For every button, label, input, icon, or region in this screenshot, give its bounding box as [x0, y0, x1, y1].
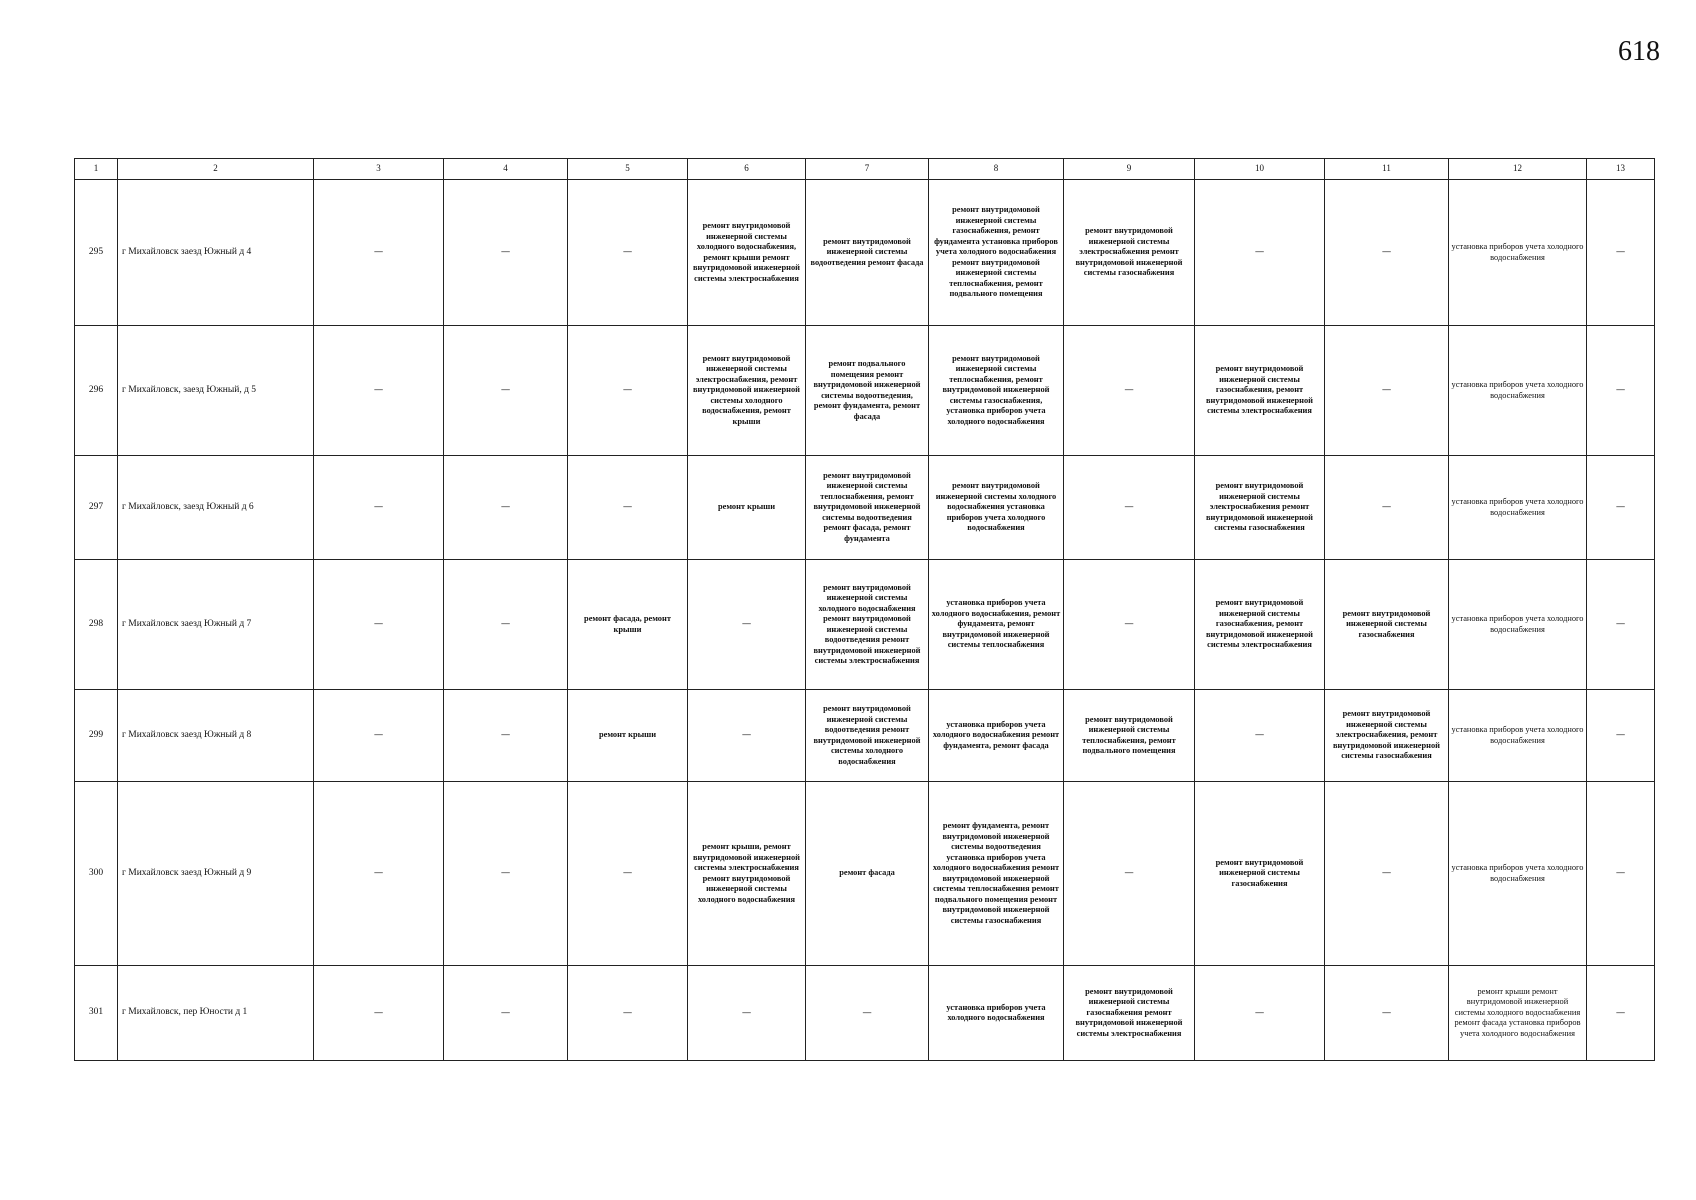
- works-cell-5: —: [568, 966, 688, 1061]
- column-header: 6: [688, 159, 806, 180]
- works-cell-5: ремонт крыши: [568, 690, 688, 782]
- works-cell-8: ремонт внутридомовой инженерной системы холодного водоснабжения установка приборов учета холодного водоснабжения: [929, 456, 1064, 560]
- works-cell-5: ремонт фасада, ремонт крыши: [568, 560, 688, 690]
- works-cell-7: ремонт подвального помещения ремонт внутридомовой инженерной системы водоотведения, ремонт фундамента, ремонт фасада: [806, 326, 929, 456]
- works-cell-4: —: [444, 690, 568, 782]
- address-cell: г Михайловск заезд Южный д 8: [118, 690, 314, 782]
- works-cell-4: —: [444, 180, 568, 326]
- works-cell-7: ремонт внутридомовой инженерной системы теплоснабжения, ремонт внутридомовой инженерной системы водоотведения ремонт фасада, ремонт фундамента: [806, 456, 929, 560]
- works-cell-12: установка приборов учета холодного водоснабжения: [1449, 180, 1587, 326]
- works-cell-6: ремонт внутридомовой инженерной системы холодного водоснабжения, ремонт крыши ремонт внутридомовой инженерной системы электроснабжения: [688, 180, 806, 326]
- works-cell-12: установка приборов учета холодного водоснабжения: [1449, 782, 1587, 966]
- works-cell-13: —: [1587, 782, 1655, 966]
- works-cell-13: —: [1587, 966, 1655, 1061]
- row-number-cell: 299: [75, 690, 118, 782]
- works-cell-6: ремонт крыши, ремонт внутридомовой инженерной системы электроснабжения ремонт внутридомовой инженерной системы холодного водоснабжения: [688, 782, 806, 966]
- works-cell-12: установка приборов учета холодного водоснабжения: [1449, 560, 1587, 690]
- address-cell: г Михайловск заезд Южный д 9: [118, 782, 314, 966]
- row-number-cell: 295: [75, 180, 118, 326]
- column-header: 10: [1195, 159, 1325, 180]
- column-header: 8: [929, 159, 1064, 180]
- works-cell-7: ремонт внутридомовой инженерной системы водоотведения ремонт внутридомовой инженерной системы холодного водоснабжения: [806, 690, 929, 782]
- works-cell-7: ремонт внутридомовой инженерной системы водоотведения ремонт фасада: [806, 180, 929, 326]
- works-cell-5: —: [568, 180, 688, 326]
- works-cell-13: —: [1587, 456, 1655, 560]
- works-cell-10: —: [1195, 180, 1325, 326]
- works-cell-11: ремонт внутридомовой инженерной системы газоснабжения: [1325, 560, 1449, 690]
- works-cell-8: установка приборов учета холодного водоснабжения ремонт фундамента, ремонт фасада: [929, 690, 1064, 782]
- table-row: [75, 782, 1655, 966]
- row-number-cell: 296: [75, 326, 118, 456]
- column-number-row: [75, 159, 1655, 180]
- works-cell-9: —: [1064, 782, 1195, 966]
- column-header: 3: [314, 159, 444, 180]
- table-row: [75, 690, 1655, 782]
- column-header: 7: [806, 159, 929, 180]
- works-cell-4: —: [444, 456, 568, 560]
- table-row: [75, 456, 1655, 560]
- works-cell-12: установка приборов учета холодного водоснабжения: [1449, 690, 1587, 782]
- works-cell-10: —: [1195, 690, 1325, 782]
- column-header: 13: [1587, 159, 1655, 180]
- works-cell-8: ремонт фундамента, ремонт внутридомовой инженерной системы водоотведения установка приборов учета холодного водоснабжения ремонт внутридомовой инженерной системы теплоснабжения ремонт подвального помещения ремонт внутридомовой инженерной системы газоснабжения: [929, 782, 1064, 966]
- works-cell-13: —: [1587, 180, 1655, 326]
- works-cell-8: установка приборов учета холодного водоснабжения: [929, 966, 1064, 1061]
- table-row: [75, 180, 1655, 326]
- works-cell-3: —: [314, 560, 444, 690]
- works-cell-11: —: [1325, 456, 1449, 560]
- table-row: [75, 326, 1655, 456]
- works-cell-3: —: [314, 966, 444, 1061]
- works-cell-3: —: [314, 326, 444, 456]
- column-header: 12: [1449, 159, 1587, 180]
- address-cell: г Михайловск заезд Южный д 4: [118, 180, 314, 326]
- address-cell: г Михайловск заезд Южный д 7: [118, 560, 314, 690]
- works-cell-12: установка приборов учета холодного водоснабжения: [1449, 456, 1587, 560]
- works-cell-9: —: [1064, 456, 1195, 560]
- page-number: 618: [1618, 36, 1660, 67]
- column-header: 9: [1064, 159, 1195, 180]
- works-cell-13: —: [1587, 690, 1655, 782]
- works-cell-10: —: [1195, 966, 1325, 1061]
- works-cell-6: —: [688, 560, 806, 690]
- works-cell-9: ремонт внутридомовой инженерной системы теплоснабжения, ремонт подвального помещения: [1064, 690, 1195, 782]
- row-number-cell: 300: [75, 782, 118, 966]
- column-header: 4: [444, 159, 568, 180]
- works-cell-3: —: [314, 782, 444, 966]
- table-row: [75, 966, 1655, 1061]
- works-cell-3: —: [314, 456, 444, 560]
- works-cell-6: —: [688, 690, 806, 782]
- capital-repair-table: [74, 158, 1655, 1061]
- address-cell: г Михайловск, пер Юности д 1: [118, 966, 314, 1061]
- works-cell-5: —: [568, 782, 688, 966]
- works-cell-5: —: [568, 326, 688, 456]
- works-cell-13: —: [1587, 326, 1655, 456]
- works-cell-10: ремонт внутридомовой инженерной системы газоснабжения, ремонт внутридомовой инженерной системы электроснабжения: [1195, 326, 1325, 456]
- works-cell-7: ремонт внутридомовой инженерной системы холодного водоснабжения ремонт внутридомовой инженерной системы водоотведения ремонт внутридомовой инженерной системы электроснабжения: [806, 560, 929, 690]
- works-cell-11: —: [1325, 180, 1449, 326]
- works-cell-13: —: [1587, 560, 1655, 690]
- row-number-cell: 301: [75, 966, 118, 1061]
- works-cell-12: ремонт крыши ремонт внутридомовой инженерной системы холодного водоснабжения ремонт фасада установка приборов учета холодного водоснабжения: [1449, 966, 1587, 1061]
- works-cell-9: —: [1064, 560, 1195, 690]
- works-cell-8: ремонт внутридомовой инженерной системы теплоснабжения, ремонт внутридомовой инженерной системы газоснабжения, установка приборов учета холодного водоснабжения: [929, 326, 1064, 456]
- works-cell-10: ремонт внутридомовой инженерной системы газоснабжения, ремонт внутридомовой инженерной системы электроснабжения: [1195, 560, 1325, 690]
- row-number-cell: 297: [75, 456, 118, 560]
- table-row: [75, 560, 1655, 690]
- address-cell: г Михайловск, заезд Южный д 6: [118, 456, 314, 560]
- works-cell-11: —: [1325, 966, 1449, 1061]
- works-cell-9: —: [1064, 326, 1195, 456]
- works-cell-6: ремонт крыши: [688, 456, 806, 560]
- works-cell-11: —: [1325, 782, 1449, 966]
- works-cell-11: —: [1325, 326, 1449, 456]
- works-cell-4: —: [444, 782, 568, 966]
- works-cell-4: —: [444, 560, 568, 690]
- column-header: 5: [568, 159, 688, 180]
- works-cell-6: ремонт внутридомовой инженерной системы электроснабжения, ремонт внутридомовой инженерной системы холодного водоснабжения, ремонт крыши: [688, 326, 806, 456]
- column-header: 2: [118, 159, 314, 180]
- works-cell-11: ремонт внутридомовой инженерной системы электроснабжения, ремонт внутридомовой инженерной системы газоснабжения: [1325, 690, 1449, 782]
- works-cell-6: —: [688, 966, 806, 1061]
- works-cell-7: ремонт фасада: [806, 782, 929, 966]
- row-number-cell: 298: [75, 560, 118, 690]
- works-cell-9: ремонт внутридомовой инженерной системы электроснабжения ремонт внутридомовой инженерной системы газоснабжения: [1064, 180, 1195, 326]
- works-cell-3: —: [314, 180, 444, 326]
- works-cell-4: —: [444, 966, 568, 1061]
- works-cell-10: ремонт внутридомовой инженерной системы электроснабжения ремонт внутридомовой инженерной системы газоснабжения: [1195, 456, 1325, 560]
- address-cell: г Михайловск, заезд Южный, д 5: [118, 326, 314, 456]
- column-header: 11: [1325, 159, 1449, 180]
- works-cell-9: ремонт внутридомовой инженерной системы газоснабжения ремонт внутридомовой инженерной системы электроснабжения: [1064, 966, 1195, 1061]
- works-cell-3: —: [314, 690, 444, 782]
- works-cell-8: ремонт внутридомовой инженерной системы газоснабжения, ремонт фундамента установка приборов учета холодного водоснабжения ремонт внутридомовой инженерной системы теплоснабжения, ремонт подвального помещения: [929, 180, 1064, 326]
- works-cell-7: —: [806, 966, 929, 1061]
- works-cell-8: установка приборов учета холодного водоснабжения, ремонт фундамента, ремонт внутридомовой инженерной системы теплоснабжения: [929, 560, 1064, 690]
- works-cell-12: установка приборов учета холодного водоснабжения: [1449, 326, 1587, 456]
- column-header: 1: [75, 159, 118, 180]
- works-cell-5: —: [568, 456, 688, 560]
- works-cell-10: ремонт внутридомовой инженерной системы газоснабжения: [1195, 782, 1325, 966]
- works-cell-4: —: [444, 326, 568, 456]
